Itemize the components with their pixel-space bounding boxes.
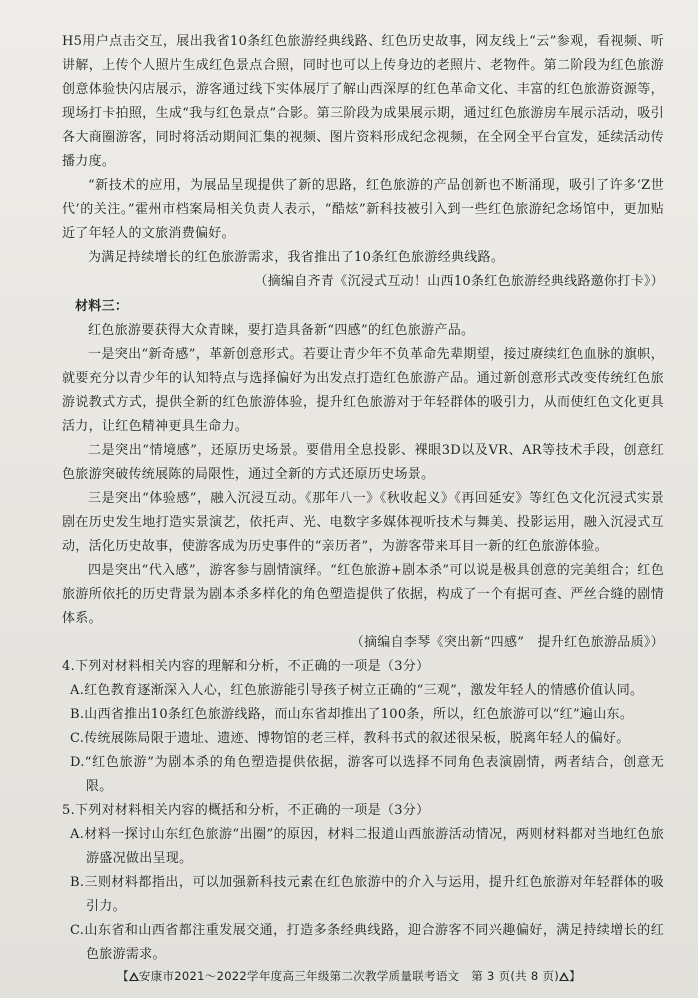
- page-footer: [0, 968, 698, 984]
- question-5-option-b: B.三则材料都指出，可以加强新科技元素在红色旅游中的介入与运用，提升红色旅游对年轻群体的吸引力。: [70, 875, 664, 914]
- triangle-icon: [129, 972, 139, 981]
- question-5-option-c: C.山东省和山西省都注重发展交通，打造多条经典线路，迎合游客不同兴趣偏好，满足持续增长的红色旅游需求。: [70, 923, 664, 962]
- question-4-option-c: C.传统展陈局限于遗址、遗迹、博物馆的老三样，教科书式的叙述很呆板，脱离年轻人的偏好。: [70, 731, 630, 746]
- question-4-stem: 4.下列对材料相关内容的理解和分析，不正确的一项是（3分）: [62, 659, 430, 674]
- material3-paragraph-5: 四是突出“代入感”，游客参与剧情演绎。“红色旅游+剧本杀”可以说是极具创意的完美组合；红色旅游所依托的历史背景为剧本杀多样化的角色塑造提供了依据，构成了一个有据可查、严丝合缝的剧情体系。: [62, 563, 664, 626]
- material3-paragraph-2: 一是突出“新奇感”，革新创意形式。若要让青少年不负革命先辈期望，接过赓续红色血脉的旗帜，就要充分以青少年的认知特点与选择偏好为出发点打造红色旅游产品。通过新创意形式改变传统红色旅游说教式方式，提供全新的红色旅游体验，提升红色旅游对于年轻群体的吸引力，从而使红色文化更具活力，让红色精神更具生命力。: [62, 347, 664, 434]
- material3-heading: 材料三：: [75, 299, 129, 314]
- material3-paragraph-4: 三是突出“体验感”，融入沉浸互动。《那年八一》《秋收起义》《再回延安》等红色文化沉浸式实景剧在历史发生地打造实景演艺，依托声、光、电数字多媒体视听技术与舞美、投影运用，融入沉浸式互动，活化历史故事，使游客成为历史事件的“亲历者”，为游客带来耳目一新的红色旅游体验。: [62, 491, 664, 554]
- material2-paragraph-2: “新技术的应用，为展品呈现提供了新的思路，红色旅游的产品创新也不断涌现，吸引了许多‘Z世代’的关注。”霍州市档案局相关负责人表示，“酷炫”新科技被引入到一些红色旅游纪念场馆中，更加贴近了年轻人的文旅消费偏好。: [62, 178, 664, 241]
- material2-paragraph-1: H5用户点击交互，展出我省10条红色旅游经典线路、红色历史故事，网友线上“云”参观，看视频、听讲解，上传个人照片生成红色景点合照，同时也可以上传身边的老照片、老物件。第二阶段为红色旅游创意体验快闪店展示，游客通过线下实体展厅了解山西深厚的红色革命文化、丰富的红色旅游资源等，现场打卡拍照，生成“我与红色景点”合影。第三阶段为成果展示期，通过红色旅游房车展示活动，吸引各大商圈游客，同时将活动期间汇集的视频、图片资料形成纪念视频，在全网全平台宣发，延续活动传播力度。: [62, 34, 664, 169]
- question-4-option-a: A.红色教育逐渐深入人心，红色旅游能引导孩子树立正确的“三观”，激发年轻人的情感价值认同。: [70, 683, 644, 698]
- triangle-icon: [559, 972, 569, 981]
- material2-paragraph-3: 为满足持续增长的红色旅游需求，我省推出了10条红色旅游经典线路。: [88, 250, 505, 265]
- question-4-option-b: B.山西省推出10条红色旅游线路，而山东省却推出了100条，所以，红色旅游可以“红”遍山东。: [70, 707, 634, 722]
- question-4-option-d: D.“红色旅游”为剧本杀的角色塑造提供依据，游客可以选择不同角色表演剧情，两者结合，创意无限。: [70, 755, 664, 794]
- footer-text: 安康市2021～2022学年度高三年级第二次教学质量联考语文 第 3 页(共 8 页): [138, 969, 560, 983]
- question-5-stem: 5.下列对材料相关内容的概括和分析，不正确的一项是（3分）: [62, 803, 430, 818]
- material3-paragraph-1: 红色旅游要获得大众青睐，要打造具备新“四感”的红色旅游产品。: [88, 323, 475, 338]
- material2-source: （摘编自齐青《沉浸式互动！山西10条红色旅游经典线路邀你打卡》）: [254, 274, 664, 289]
- bracket-left: 【: [117, 969, 129, 983]
- question-5-option-a: A.材料一探讨山东红色旅游“出圈”的原因，材料二报道山西旅游活动情况，两则材料都对当地红色旅游盛况做出呈现。: [70, 827, 664, 866]
- material3-paragraph-3: 二是突出“情境感”，还原历史场景。要借用全息投影、裸眼3D以及VR、AR等技术手段，创意红色旅游突破传统展陈的局限性，通过全新的方式还原历史场景。: [62, 443, 664, 482]
- bracket-right: 】: [569, 969, 581, 983]
- material3-source: （摘编自李琴《突出新“四感” 提升红色旅游品质》）: [350, 635, 664, 650]
